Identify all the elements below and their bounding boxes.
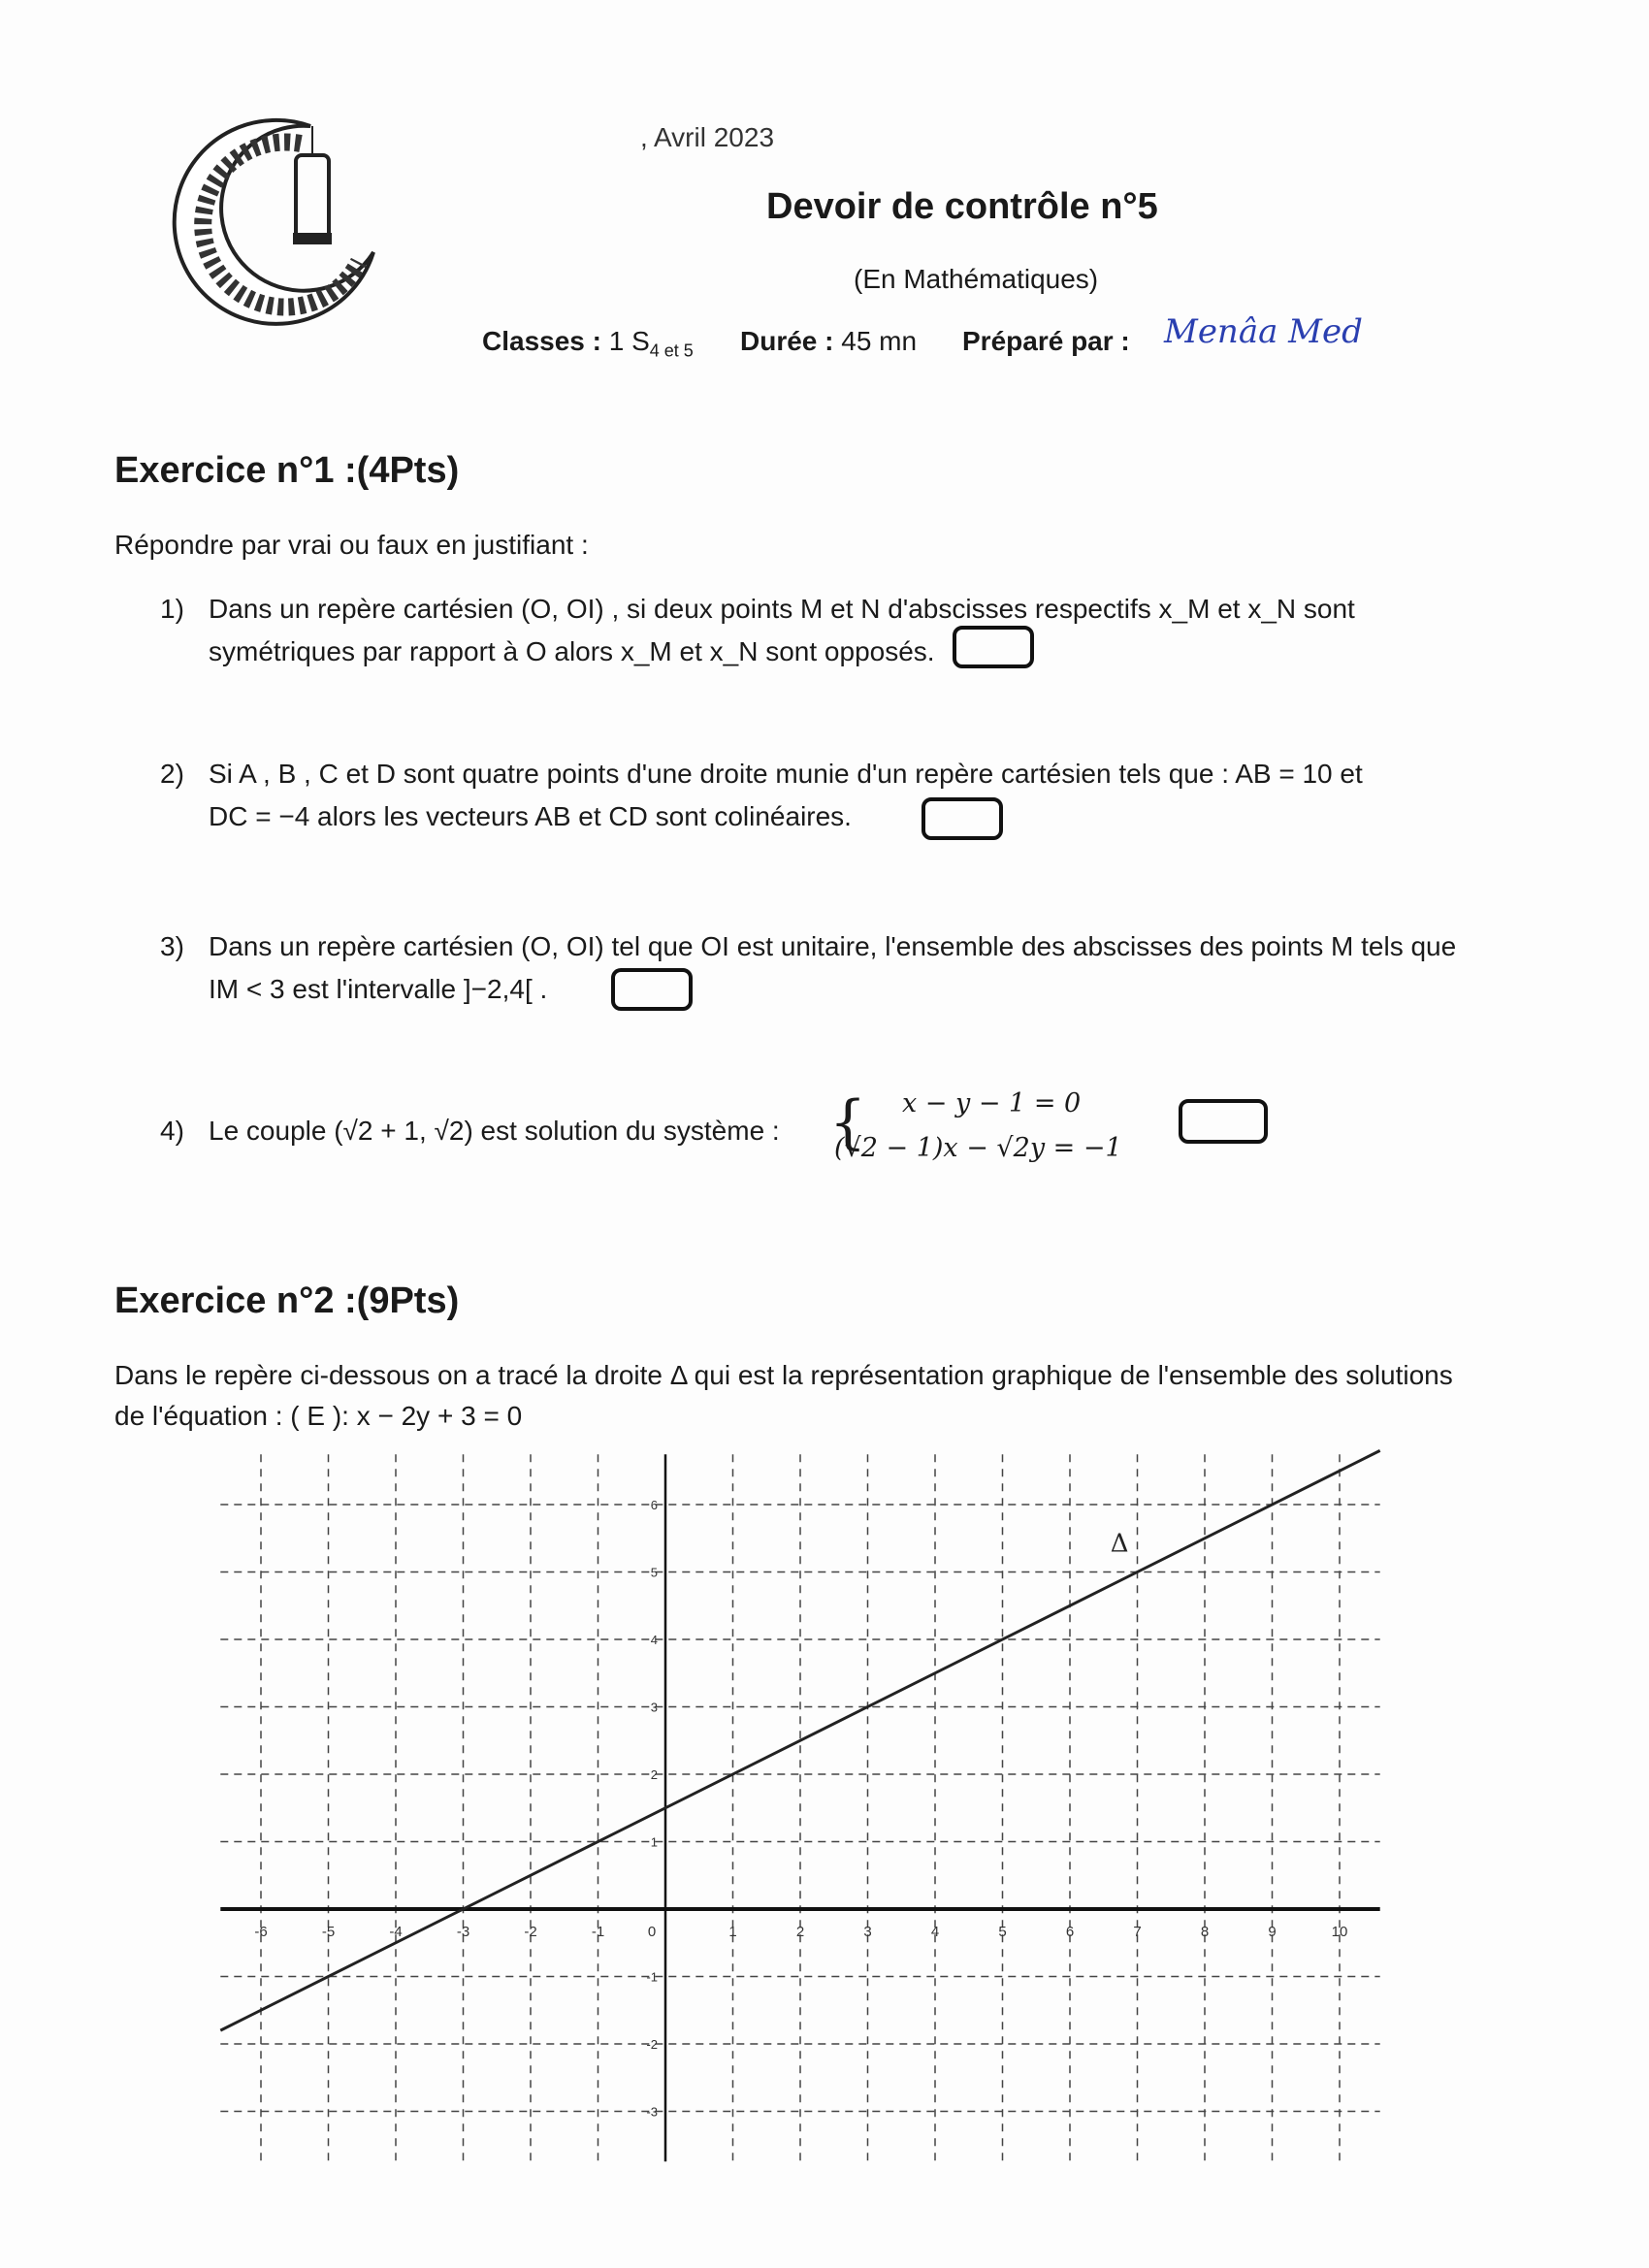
x-tick-label: 6 bbox=[1065, 1924, 1075, 1940]
page-title: Devoir de contrôle n°5 bbox=[766, 186, 1158, 227]
system-brace: { bbox=[829, 1088, 867, 1156]
x-tick-label: 4 bbox=[930, 1924, 940, 1940]
x-tick-label: 10 bbox=[1331, 1924, 1348, 1940]
x-tick-label: 9 bbox=[1268, 1924, 1277, 1940]
x-tick-label: 3 bbox=[863, 1924, 872, 1940]
item-number: 3) bbox=[160, 931, 184, 961]
y-tick-label: -1 bbox=[646, 1969, 658, 1985]
x-tick-label: 5 bbox=[998, 1924, 1007, 1940]
prepare-label: Préparé par : bbox=[962, 326, 1130, 356]
y-tick-label: -3 bbox=[646, 2104, 658, 2120]
item-text: symétriques par rapport à O alors x_M et x_N sont opposés. bbox=[209, 636, 935, 666]
x-tick-label: 7 bbox=[1133, 1924, 1142, 1940]
x-tick-label: 1 bbox=[728, 1924, 737, 1940]
item-text: Si A , B , C et D sont quatre points d'une droite munie d'un repère cartésien tels que : AB = 10 et bbox=[209, 759, 1363, 789]
exercise1-title: Exercice n°1 :(4Pts) bbox=[114, 450, 460, 491]
y-tick-label: 1 bbox=[650, 1834, 658, 1850]
x-tick-label: 8 bbox=[1200, 1924, 1210, 1940]
y-tick-label: 6 bbox=[650, 1498, 658, 1512]
date: , Avril 2023 bbox=[640, 122, 775, 152]
classes-label: Classes : bbox=[482, 326, 601, 356]
x-tick-label: -2 bbox=[524, 1924, 537, 1940]
line-delta bbox=[220, 1450, 1379, 2030]
y-tick-label: 5 bbox=[650, 1565, 658, 1580]
x-tick-label: -5 bbox=[321, 1924, 336, 1940]
x-tick-label: 0 bbox=[647, 1924, 657, 1940]
classes-value: 1 S bbox=[608, 326, 650, 356]
duree-value: 45 mn bbox=[841, 326, 918, 356]
item-text: Dans un repère cartésien (O, OI) tel que OI est unitaire, l'ensemble des abscisses des points M tels que bbox=[209, 931, 1457, 961]
item-text: Dans un repère cartésien (O, OI) , si deux points M et N d'abscisses respectifs x_M et x_N sont bbox=[209, 594, 1355, 624]
subtitle: (En Mathématiques) bbox=[854, 264, 1099, 294]
item-number: 2) bbox=[160, 759, 184, 789]
classes-sub: 4 et 5 bbox=[649, 340, 694, 361]
line-label: Δ bbox=[1110, 1529, 1129, 1559]
item-text: Le couple (√2 + 1, √2) est solution du système : bbox=[209, 1116, 780, 1146]
y-tick-label: 4 bbox=[650, 1633, 658, 1647]
x-tick-label: -6 bbox=[254, 1924, 268, 1940]
equation-2: (√2 − 1)x − √2y = −1 bbox=[834, 1133, 1122, 1163]
duree-label: Durée : bbox=[740, 326, 834, 356]
exercise2-equation: de l'équation : ( E ): x − 2y + 3 = 0 bbox=[114, 1401, 523, 1431]
x-tick-label: -1 bbox=[591, 1924, 605, 1940]
item-text: IM < 3 est l'intervalle ]−2,4[ . bbox=[209, 974, 548, 1004]
item-number: 4) bbox=[160, 1116, 184, 1146]
y-tick-label: -2 bbox=[646, 2037, 658, 2052]
exercise2-title: Exercice n°2 :(9Pts) bbox=[114, 1280, 460, 1321]
exercise1-intro: Répondre par vrai ou faux en justifiant : bbox=[114, 530, 589, 560]
exercise2-text: Dans le repère ci-dessous on a tracé la droite Δ qui est la représentation graphique de l'ensemble des solutions bbox=[114, 1360, 1453, 1390]
x-tick-label: -3 bbox=[456, 1924, 470, 1940]
item-text: DC = −4 alors les vecteurs AB et CD sont colinéaires. bbox=[209, 801, 852, 831]
y-tick-label: 3 bbox=[650, 1700, 658, 1715]
signature: Menâa Med bbox=[1164, 312, 1363, 351]
equation-1: x − y − 1 = 0 bbox=[902, 1088, 1082, 1118]
y-tick-label: 2 bbox=[650, 1767, 658, 1782]
x-tick-label: 2 bbox=[795, 1924, 805, 1940]
x-tick-label: -4 bbox=[389, 1924, 403, 1940]
item-number: 1) bbox=[160, 594, 184, 624]
